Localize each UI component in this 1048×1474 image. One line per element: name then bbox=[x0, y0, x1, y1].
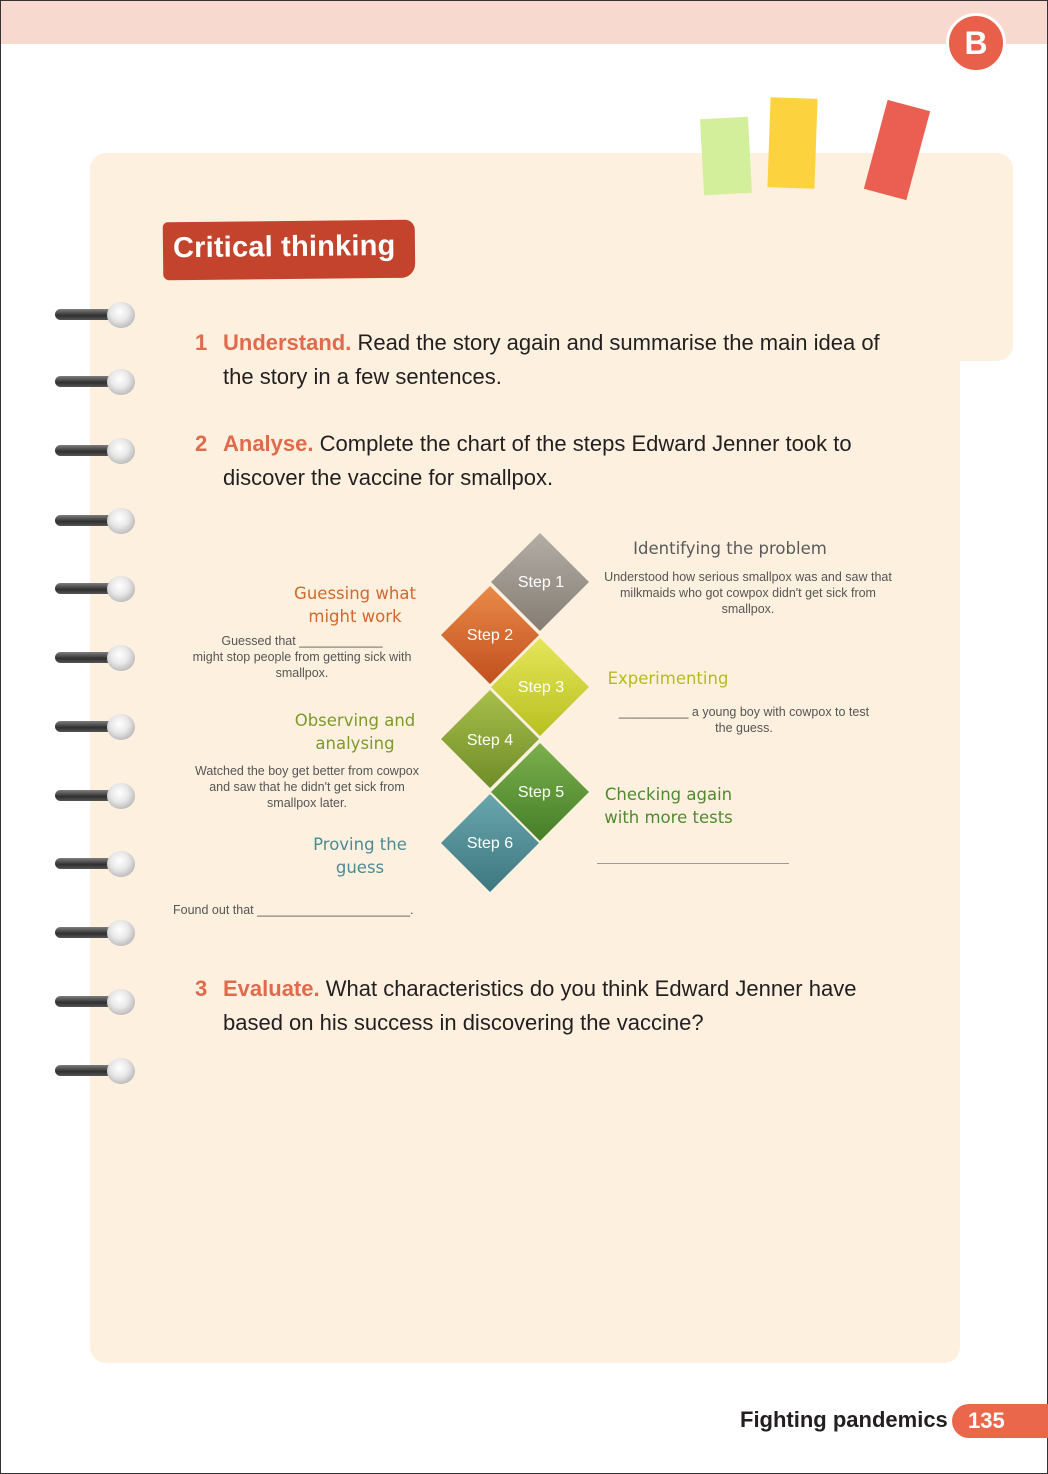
stage-desc-line: Guessed that ____________ bbox=[221, 634, 383, 648]
question-number: 3 bbox=[195, 976, 208, 1001]
stage-desc-line: and saw that he didn't get sick from bbox=[209, 780, 405, 794]
question-keyword: Analyse. bbox=[223, 431, 314, 456]
stage-desc-line: Watched the boy get better from cowpox bbox=[195, 764, 419, 778]
step-5-label: Step 5 bbox=[517, 784, 565, 801]
step-1-label: Step 1 bbox=[517, 574, 565, 591]
stage-desc-line: might stop people from getting sick with bbox=[192, 650, 412, 664]
section-title: Critical thinking bbox=[172, 229, 396, 265]
question-number: 2 bbox=[195, 431, 208, 456]
stage-title-line: guess bbox=[335, 858, 385, 877]
stage-title-line: Guessing what bbox=[294, 584, 416, 603]
question-text: Read the story again and summarise the main idea of the story in a few sentences. bbox=[223, 330, 880, 389]
answer-line-checking bbox=[597, 863, 789, 864]
stage-desc-identifying: Understood how serious smallpox was and saw that milkmaids who got cowpox didn't get sick from smallpox. bbox=[604, 570, 892, 616]
stage-desc-line: __________ a young boy with cowpox to test bbox=[618, 705, 870, 719]
step-6-label: Step 6 bbox=[466, 835, 514, 852]
step-4-label: Step 4 bbox=[466, 732, 514, 749]
step-2-label: Step 2 bbox=[466, 627, 514, 644]
stage-title-identifying: Identifying the problem bbox=[633, 539, 827, 558]
question-keyword: Understand. bbox=[223, 330, 352, 355]
stage-title-experimenting: Experimenting bbox=[607, 669, 729, 688]
stage-desc-proving: Found out that ______________________. bbox=[173, 903, 414, 917]
question-text: Complete the chart of the steps Edward Jenner took to discover the vaccine for smallpox. bbox=[223, 431, 852, 490]
stage-desc-line: smallpox later. bbox=[267, 796, 347, 810]
stage-title-line: analysing bbox=[315, 734, 395, 753]
stage-title-checking bbox=[596, 783, 741, 829]
stage-title-proving bbox=[290, 833, 430, 879]
stage-title-line: with more tests bbox=[604, 808, 733, 827]
step-3-label: Step 3 bbox=[517, 679, 565, 696]
stage-desc-observing bbox=[162, 763, 452, 811]
stage-desc-guessing bbox=[162, 633, 442, 681]
question-text: What characteristics do you think Edward Jenner have based on his success in discovering the vaccine? bbox=[223, 976, 857, 1035]
stage-desc-line: the guess. bbox=[715, 721, 773, 735]
question-number: 1 bbox=[195, 330, 208, 355]
stage-desc-line: smallpox. bbox=[275, 666, 329, 680]
stage-title-observing bbox=[270, 709, 440, 755]
stage-title-guessing bbox=[270, 582, 440, 628]
section-badge: B bbox=[946, 13, 1006, 73]
stage-title-line: Observing and bbox=[294, 711, 416, 730]
page-number: 135 bbox=[952, 1404, 1048, 1438]
stage-title-line: Checking again bbox=[604, 785, 733, 804]
stage-title-line: might work bbox=[308, 607, 402, 626]
stage-title-line: Proving the bbox=[313, 835, 407, 854]
stage-desc-experimenting bbox=[596, 704, 892, 736]
footer-title: Fighting pandemics bbox=[740, 1407, 948, 1432]
question-keyword: Evaluate. bbox=[223, 976, 320, 1001]
